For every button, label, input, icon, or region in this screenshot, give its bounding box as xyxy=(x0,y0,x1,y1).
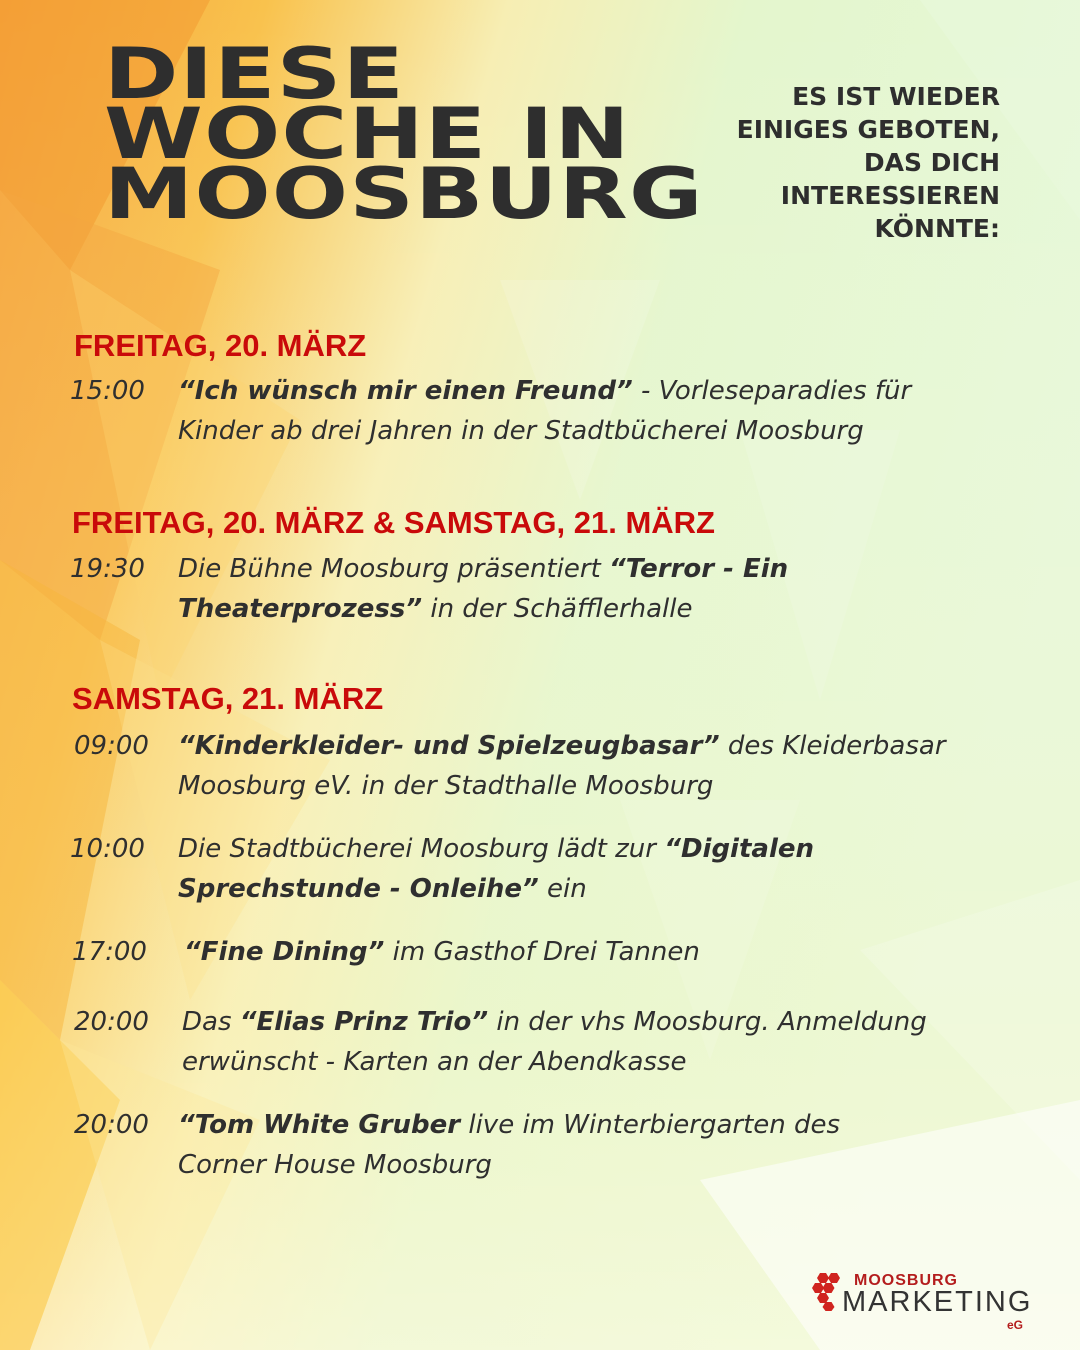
event-line xyxy=(182,1002,1022,1042)
event-text: im Gasthof Drei Tannen xyxy=(384,937,700,967)
event-text: Die Stadtbücherei Moosburg lädt zur xyxy=(178,834,665,864)
event-line xyxy=(178,1145,1018,1185)
event-description xyxy=(178,549,1018,629)
event-text: - Vorleseparadies für xyxy=(632,376,912,406)
event-title: Theaterprozess” xyxy=(178,594,423,624)
event-text: Kinder ab drei Jahren in der Stadtbücherei Moosburg xyxy=(178,416,864,446)
event-description xyxy=(184,932,1024,972)
event-line xyxy=(178,549,1018,589)
headline-line: MOOSBURG xyxy=(104,153,704,235)
event-line xyxy=(178,766,1018,806)
event-time: 15:00 xyxy=(70,376,145,406)
headline xyxy=(104,33,704,235)
event-line xyxy=(178,411,1018,451)
day-heading: SAMSTAG, 21. MÄRZ xyxy=(72,681,384,716)
event-text: in der vhs Moosburg. Anmeldung xyxy=(488,1007,927,1037)
event-time: 09:00 xyxy=(74,731,149,761)
event-text: Corner House Moosburg xyxy=(178,1150,492,1180)
headline-line: DIESE xyxy=(104,33,406,115)
intro-line: EINIGES GEBOTEN, xyxy=(736,115,1000,144)
event-line xyxy=(178,1105,1018,1145)
event-text: Die Bühne Moosburg präsentiert xyxy=(178,554,609,584)
event-text: Moosburg eV. in der Stadthalle Moosburg xyxy=(178,771,714,801)
moosburg-marketing-logo xyxy=(812,1268,1052,1338)
event-time: 20:00 xyxy=(74,1110,149,1140)
event-line xyxy=(178,726,1018,766)
event-time: 10:00 xyxy=(70,834,145,864)
event-text: live im Winterbiergarten des xyxy=(460,1110,841,1140)
event-title: “Fine Dining” xyxy=(184,937,385,967)
event-line xyxy=(178,371,1018,411)
event-description xyxy=(178,829,1018,909)
event-title: “Tom White Gruber xyxy=(178,1110,461,1140)
event-time: 19:30 xyxy=(70,554,145,584)
day-heading: FREITAG, 20. MÄRZ & SAMSTAG, 21. MÄRZ xyxy=(72,505,715,540)
event-line xyxy=(178,869,1018,909)
event-text: des Kleiderbasar xyxy=(719,731,946,761)
event-title: “Elias Prinz Trio” xyxy=(239,1007,489,1037)
event-line xyxy=(178,589,1018,629)
logo-line-1: MOOSBURG xyxy=(854,1272,958,1289)
day-heading: FREITAG, 20. MÄRZ xyxy=(74,328,367,363)
event-title: “Ich wünsch mir einen Freund” xyxy=(178,376,633,406)
event-text: erwünscht - Karten an der Abendkasse xyxy=(182,1047,687,1077)
logo-line-3: eG xyxy=(1007,1318,1024,1332)
event-line xyxy=(182,1042,1022,1082)
headline-line: WOCHE IN xyxy=(104,93,631,175)
intro-line: DAS DICH xyxy=(863,148,1000,177)
event-text: Das xyxy=(182,1007,240,1037)
event-description xyxy=(178,371,1018,451)
intro-line: INTERESSIEREN xyxy=(780,181,1000,210)
event-title: “Digitalen xyxy=(664,834,814,864)
event-text: ein xyxy=(538,874,587,904)
event-line xyxy=(184,932,1024,972)
event-description xyxy=(182,1002,1022,1082)
event-description xyxy=(178,726,1018,806)
event-text: in der Schäfflerhalle xyxy=(422,594,693,624)
event-time: 17:00 xyxy=(72,937,147,967)
event-title: Sprechstunde - Onleihe” xyxy=(178,874,539,904)
event-title: “Terror - Ein xyxy=(608,554,789,584)
event-time: 20:00 xyxy=(74,1007,149,1037)
event-title: “Kinderkleider- und Spielzeugbasar” xyxy=(178,731,720,761)
intro-line: ES IST WIEDER xyxy=(792,82,1000,111)
event-description xyxy=(178,1105,1018,1185)
intro-line: KÖNNTE: xyxy=(874,214,1000,243)
logo-line-2: MARKETING xyxy=(842,1286,1033,1318)
intro-text xyxy=(640,80,1000,245)
event-line xyxy=(178,829,1018,869)
